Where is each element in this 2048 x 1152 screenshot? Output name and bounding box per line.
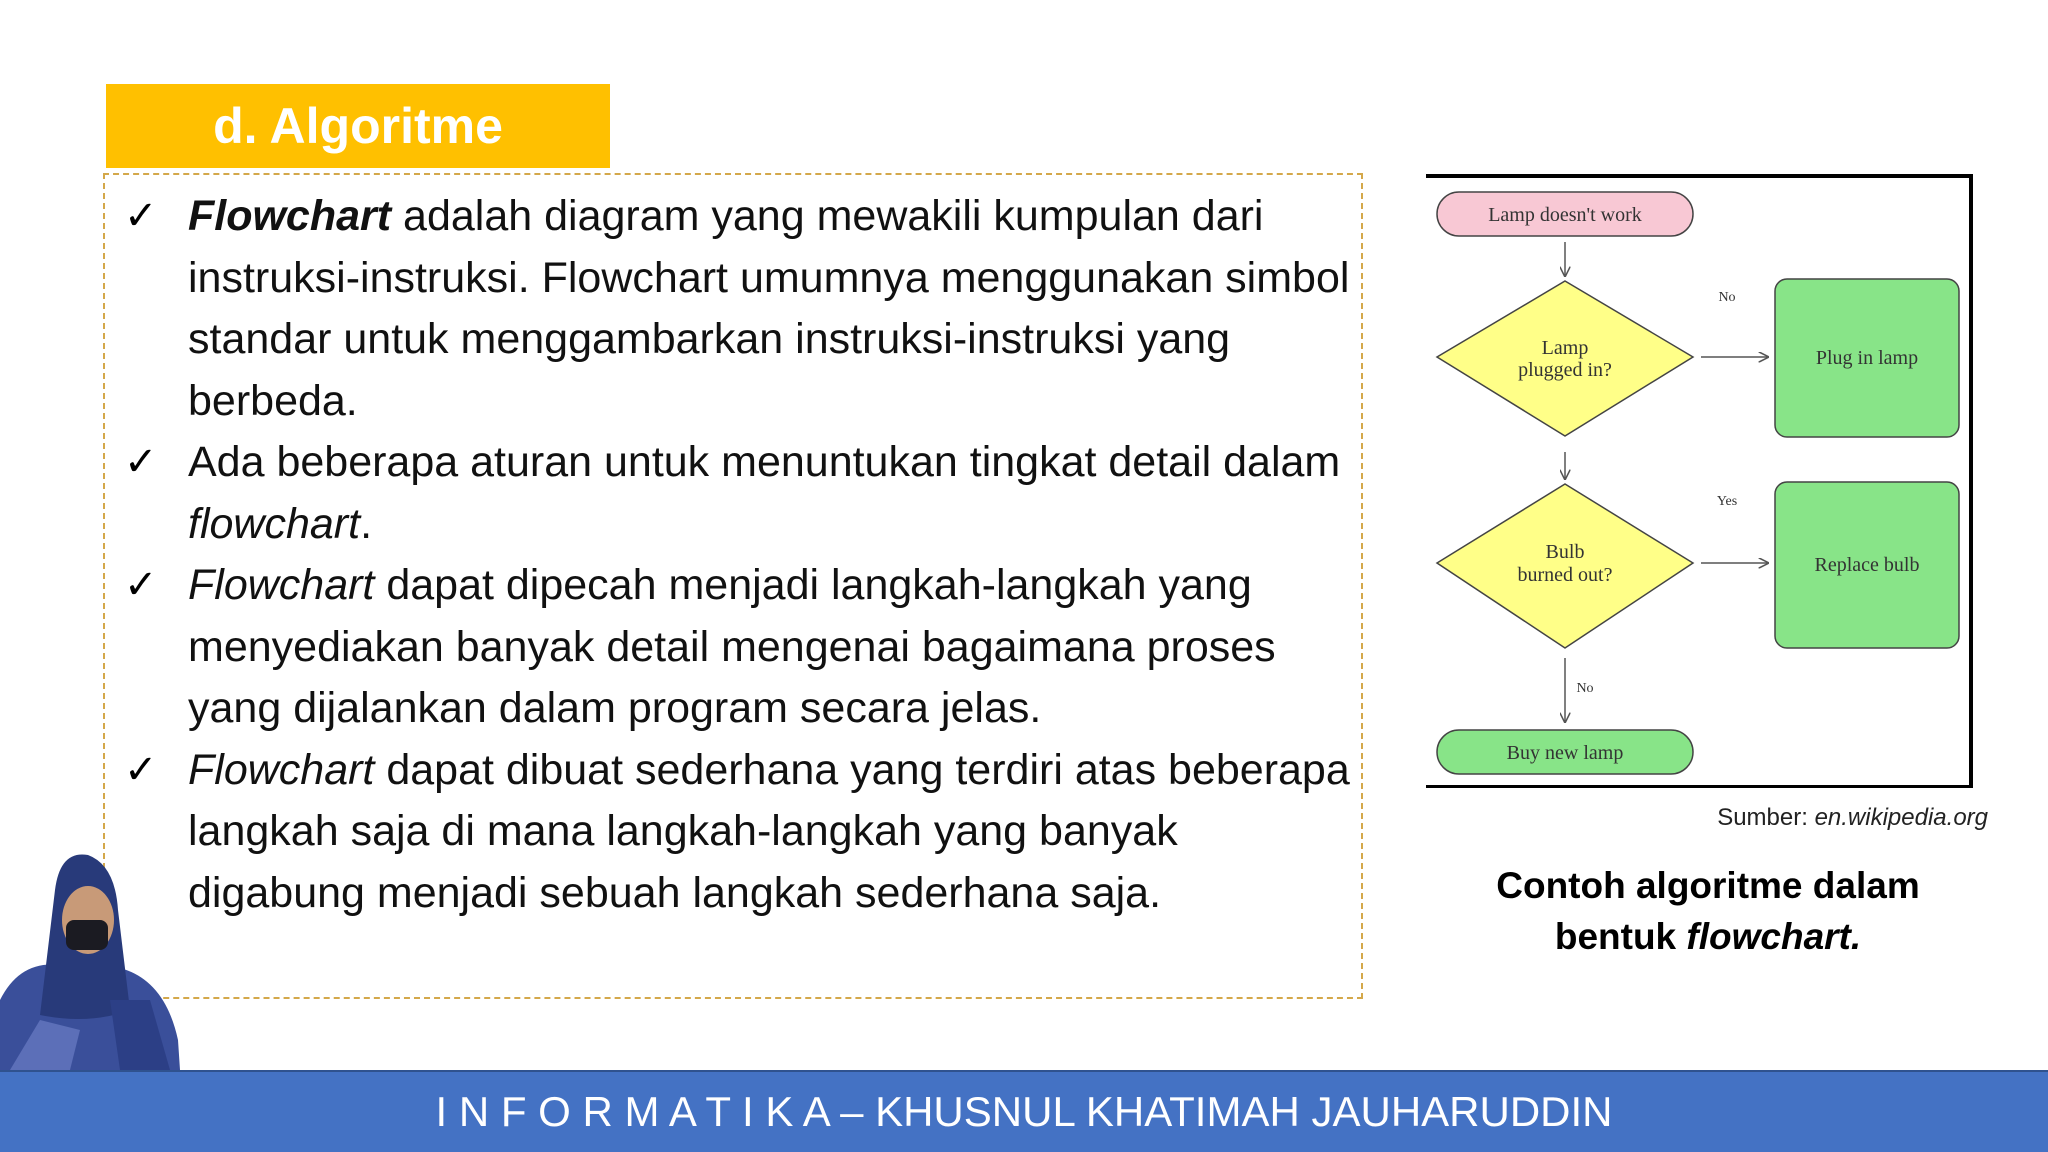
bullet-text-end: . xyxy=(360,499,373,548)
bullet-lead: Flowchart xyxy=(188,561,375,609)
presenter-image xyxy=(0,850,185,1070)
caption-text: bentuk xyxy=(1554,916,1687,957)
caption-line1: Contoh algoritme dalam xyxy=(1496,865,1920,906)
caption-emphasis: flowchart. xyxy=(1686,916,1862,957)
bullet-text: Ada beberapa aturan untuk menuntukan tingkat detail dalam xyxy=(188,438,1341,486)
source-site: en.wikipedia.org xyxy=(1814,804,1988,831)
caption-line2 xyxy=(1400,911,2016,962)
start-label: Lamp doesn't work xyxy=(1488,204,1642,226)
bullet-lead: Flowchart xyxy=(188,192,392,240)
action2-label: Replace bulb xyxy=(1814,554,1920,576)
source-credit xyxy=(1717,804,1988,832)
source-label: Sumber: xyxy=(1717,804,1815,831)
branch-label-no: No xyxy=(1576,681,1594,696)
end-label: Buy new lamp xyxy=(1506,742,1624,764)
bullet-item xyxy=(124,555,1354,740)
bullet-text: dapat dipecah menjadi langkah-langkah yang menyediakan banyak detail mengenai bagaimana proses yang dijalankan dalam program secara jelas. xyxy=(188,561,1276,732)
bullet-text: adalah diagram yang mewakili kumpulan dari instruksi-instruksi. Flowchart umumnya menggunakan simbol standar untuk menggambarkan instruksi-instruksi yang berbeda. xyxy=(188,192,1350,425)
bullet-text: dapat dibuat sederhana yang terdiri atas beberapa langkah saja di mana langkah-langkah yang banyak digabung menjadi sebuah langkah sederhana saja. xyxy=(188,745,1350,917)
slide-title-text: d. Algoritme xyxy=(213,98,503,154)
check-icon: ✓ xyxy=(124,439,158,485)
branch-label-yes: Yes xyxy=(1716,494,1738,509)
footer-text: I N F O R M A T I K A – KHUSNUL KHATIMAH JAUHARUDDIN xyxy=(435,1088,1613,1135)
bullet-list xyxy=(124,186,1354,924)
decision2-line1: Bulb xyxy=(1545,541,1585,563)
decision1-line2: plugged in? xyxy=(1518,359,1612,381)
check-icon: ✓ xyxy=(124,746,158,793)
check-icon: ✓ xyxy=(124,193,158,239)
presenter-video-thumbnail xyxy=(0,850,185,1070)
figure-caption xyxy=(1400,860,2016,962)
slide-title xyxy=(106,84,610,168)
bullet-item xyxy=(124,740,1354,925)
bullet-item xyxy=(124,186,1354,432)
action1-label: Plug in lamp xyxy=(1815,347,1919,369)
footer-bar xyxy=(0,1070,2048,1152)
bullet-item xyxy=(124,432,1354,555)
check-icon: ✓ xyxy=(124,562,158,608)
flowchart-diagram xyxy=(1426,174,1973,788)
branch-label-no: No xyxy=(1718,290,1736,305)
decision2-line2: burned out? xyxy=(1517,564,1613,586)
bullet-lead: Flowchart xyxy=(188,745,375,794)
bullet-emphasis: flowchart xyxy=(188,499,361,548)
decision1-line1: Lamp xyxy=(1541,337,1589,359)
